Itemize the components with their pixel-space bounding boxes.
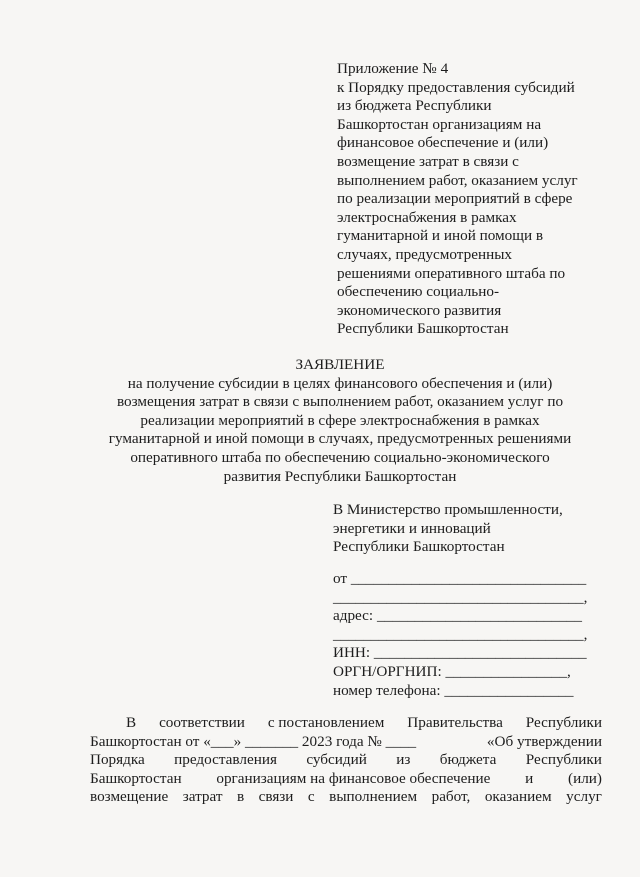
appendix-line: по реализации мероприятий в сфере (337, 190, 573, 208)
body-word: «Об утверждении (486, 732, 602, 750)
body-line (90, 714, 602, 733)
body-word: в (236, 788, 245, 806)
body-word: предоставления (174, 751, 277, 769)
ogrn-field: ОРГН/ОРГНИП: ________________, (333, 662, 571, 680)
body-word: организациям на финансовое обеспечение (216, 769, 491, 787)
body-word: В (126, 714, 137, 731)
body-line (90, 788, 602, 807)
body-word: с постановлением (267, 714, 385, 731)
recipient-line: энергетики и инноваций (333, 519, 491, 537)
statement-heading: ЗАЯВЛЕНИЕ (295, 356, 385, 373)
phone-field: номер телефона: _________________ (333, 681, 574, 699)
appendix-line: гуманитарной и иной помощи в (337, 227, 544, 245)
appendix-line: Приложение № 4 (337, 60, 449, 77)
appendix-line: электроснабжения в рамках (337, 208, 517, 226)
body-word: затрат (182, 788, 223, 806)
appendix-line: из бюджета Республики (337, 97, 492, 115)
appendix-block (337, 60, 607, 339)
statement-subtitle-line: возмещения затрат в связи с выполнением работ, оказанием услуг по (116, 393, 564, 411)
appendix-line: случаях, предусмотренных (337, 245, 513, 263)
body-line (90, 770, 602, 789)
body-word: Башкортостан (90, 769, 182, 787)
appendix-line: финансовое обеспечение и (или) (337, 134, 549, 152)
body-word: работ, (431, 788, 471, 806)
body-word: Башкортостан от «___» _______ 2023 года № ____ (90, 732, 417, 750)
body-word: бюджета (439, 751, 497, 769)
inn-field: ИНН: ____________________________ (333, 644, 587, 662)
address-field-continuation: _________________________________, (333, 625, 588, 643)
from-field: от _______________________________ (333, 570, 587, 587)
statement-title-block (0, 356, 640, 486)
body-word: соответствии (159, 714, 245, 731)
body-word: Правительства (407, 714, 503, 731)
recipient-line: Республики Башкортостан (333, 538, 505, 556)
applicant-fields (333, 570, 603, 700)
statement-subtitle-line: на получение субсидии в целях финансового обеспечения и (или) (127, 374, 553, 392)
body-word: с (307, 788, 315, 806)
body-word: оказанием (484, 788, 552, 806)
statement-subtitle-line: гуманитарной и иной помощи в случаях, предусмотренных решениями (108, 430, 572, 448)
body-word: выполнением (329, 788, 418, 806)
body-word: субсидий (306, 751, 367, 769)
body-word: Республики (525, 751, 602, 769)
appendix-line: экономического развития (337, 301, 502, 319)
statement-subtitle-line: оперативного штаба по обеспечению социально-экономического (130, 448, 550, 466)
appendix-line: к Порядку предоставления субсидий (337, 78, 575, 96)
statement-subtitle-line: развития Республики Башкортостан (223, 467, 457, 485)
appendix-line: Республики Башкортостан (337, 320, 509, 338)
body-word: услуг (566, 788, 602, 806)
appendix-line: выполнением работ, оказанием услуг (337, 171, 578, 189)
from-field-continuation: _________________________________, (333, 588, 588, 606)
recipient-block (333, 501, 613, 557)
body-word: Республики (525, 714, 602, 731)
appendix-line: возмещение затрат в связи с (337, 152, 519, 170)
body-word: и (525, 769, 534, 787)
body-line (90, 751, 602, 770)
body-word: связи (258, 788, 294, 806)
appendix-line: обеспечению социально- (337, 283, 499, 301)
body-word: возмещение (90, 788, 169, 806)
body-line (90, 733, 602, 752)
body-word: Порядка (90, 751, 145, 769)
address-field: адрес: ___________________________ (333, 607, 582, 625)
body-word: (или) (568, 769, 602, 787)
body-paragraph (90, 714, 602, 807)
recipient-line: В Министерство промышленности, (333, 501, 563, 518)
statement-subtitle-line: реализации мероприятий в сфере электроснабжения в рамках (140, 411, 540, 429)
appendix-line: решениями оперативного штаба по (337, 264, 566, 282)
body-word: из (396, 751, 411, 769)
appendix-line: Башкортостан организациям на (337, 115, 542, 133)
